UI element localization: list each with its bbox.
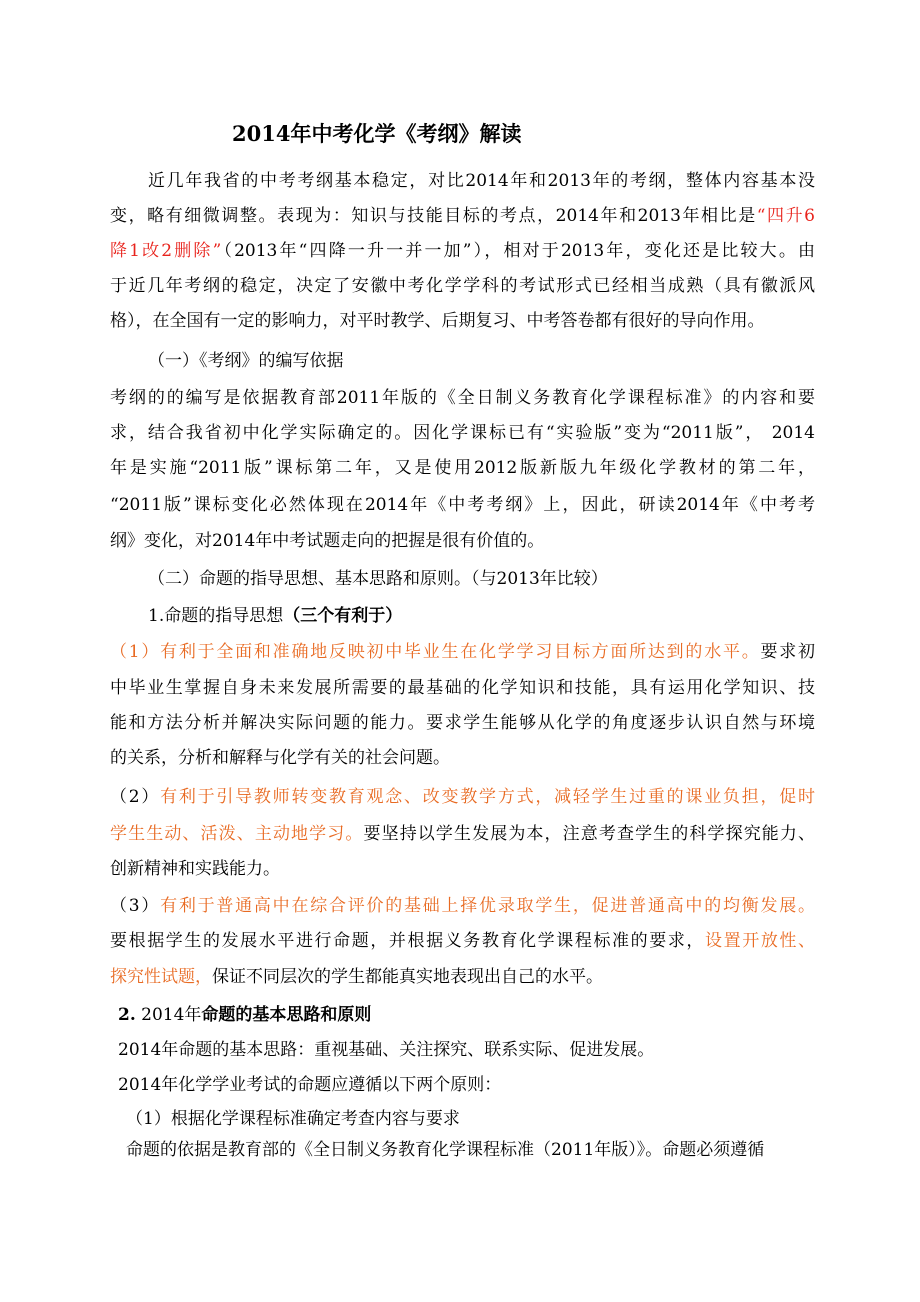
text-line	[110, 310, 815, 332]
text-line	[110, 823, 815, 845]
text-line	[110, 457, 815, 479]
text-line	[110, 641, 815, 663]
text-span: “2011版”课标变化必然体现在2014年《中考考纲》上，因此，研读2014年《中考考	[110, 495, 815, 515]
text-span: 2014年命题的基本思路：重视基础、关注探究、联系实际、促进发展。	[118, 1040, 655, 1060]
text-line	[110, 205, 815, 227]
text-line	[148, 350, 815, 372]
text-line	[118, 1074, 815, 1096]
text-line	[126, 1139, 815, 1161]
text-span: 保证不同层次的学生都能真实地表现出自己的水平。	[212, 967, 603, 987]
text-span: 变，略有细微调整。表现为：知识与技能目标的考点，2014年和2013年相比是	[110, 206, 757, 226]
text-line	[110, 494, 815, 516]
text-span: 命题的基本思路和原则	[201, 1005, 372, 1025]
text-span: 创新精神和实践能力。	[110, 859, 280, 879]
text-line	[126, 1108, 815, 1130]
text-line	[110, 895, 815, 917]
text-span: （3）	[110, 896, 161, 916]
text-span: 探究性试题，	[110, 967, 212, 987]
text-span: 考纲的的编写是依据教育部2011年版的《全日制义务教育化学课程标准》的内容和要	[110, 388, 815, 408]
text-span: 降1改2删除”	[110, 241, 222, 261]
document-title: 2014年中考化学《考纲》解读	[232, 121, 522, 146]
text-line	[118, 1039, 815, 1061]
text-span: （1）根据化学课程标准确定考查内容与要求	[126, 1109, 460, 1129]
text-line	[148, 568, 815, 590]
text-line	[148, 605, 815, 627]
text-span: （三个有利于）	[283, 606, 403, 626]
text-span: （2013年“四降一升一并一加”），相对于2013年，变化还是比较大。由	[221, 241, 815, 261]
text-span: （一）《考纲》的编写依据	[148, 351, 344, 371]
text-line	[110, 677, 815, 699]
text-span: 纲》变化，对2014年中考试题走向的把握是很有价值的。	[110, 531, 545, 551]
text-line	[110, 966, 815, 988]
text-span: 设置开放性、	[705, 931, 816, 951]
text-line	[110, 747, 815, 769]
text-span: 有利于普通高中在综合评价的基础上择优录取学生，促进普通高中的均衡发展。	[160, 896, 815, 916]
text-span: 格），在全国有一定的影响力，对平时教学、后期复习、中考答卷都有很好的导向作用。	[110, 311, 765, 331]
text-span: 2.	[118, 1005, 136, 1025]
text-span: （1）	[110, 642, 161, 662]
text-span: 有利于引导教师转变教育观念、改变教学方式，减轻学生过重的课业负担，促时	[160, 787, 815, 807]
text-line	[148, 170, 815, 192]
text-span: 的关系，分析和解释与化学有关的社会问题。	[110, 748, 450, 768]
text-span: 要根据学生的发展水平进行命题，并根据义务教育化学课程标准的要求，	[110, 931, 706, 951]
text-line	[110, 387, 815, 409]
text-line	[118, 1004, 815, 1026]
text-line	[110, 422, 815, 444]
text-span: 2014年化学学业考试的命题应遵循以下两个原则：	[118, 1075, 502, 1095]
text-line	[110, 858, 815, 880]
text-span: （2）	[110, 787, 161, 807]
text-span: 近几年我省的中考考纲基本稳定，对比2014年和2013年的考纲，整体内容基本没	[148, 171, 815, 191]
text-span: 要求初	[760, 642, 816, 662]
text-line	[110, 275, 815, 297]
text-span: 有利于全面和准确地反映初中毕业生在化学学习目标方面所达到的水平。	[160, 642, 761, 662]
text-span: 1.命题的指导思想	[148, 606, 284, 626]
text-span: 命题的依据是教育部的《全日制义务教育化学课程标准（2011年版）》。命题必须遵循	[126, 1140, 765, 1160]
text-span: 于近几年考纲的稳定，决定了安徽中考化学学科的考试形式已经相当成熟（具有徽派风	[110, 276, 815, 296]
text-span: 年是实施“2011版”课标第二年，又是使用2012版新版九年级化学教材的第二年，	[110, 458, 815, 478]
text-span: （二）命题的指导思想、基本思路和原则。（与2013年比较）	[148, 569, 608, 589]
text-line	[110, 930, 815, 952]
text-line	[110, 712, 815, 734]
text-line	[110, 786, 815, 808]
text-span: 2014年	[135, 1005, 202, 1025]
text-line	[110, 530, 815, 552]
text-span: “四升6	[756, 206, 815, 226]
text-span: 要坚持以学生发展为本，注意考查学生的科学探究能力、	[363, 824, 816, 844]
text-span: 求，结合我省初中化学实际确定的。因化学课标已有“实验版”变为“2011版”， 2014	[110, 423, 815, 443]
text-span: 学生生动、活泼、主动地学习。	[110, 824, 364, 844]
text-span: 能和方法分析并解决实际问题的能力。要求学生能够从化学的角度逐步认识自然与环境	[110, 713, 815, 733]
text-line	[110, 240, 815, 262]
text-span: 中毕业生掌握自身未来发展所需要的最基础的化学知识和技能，具有运用化学知识、技	[110, 678, 815, 698]
